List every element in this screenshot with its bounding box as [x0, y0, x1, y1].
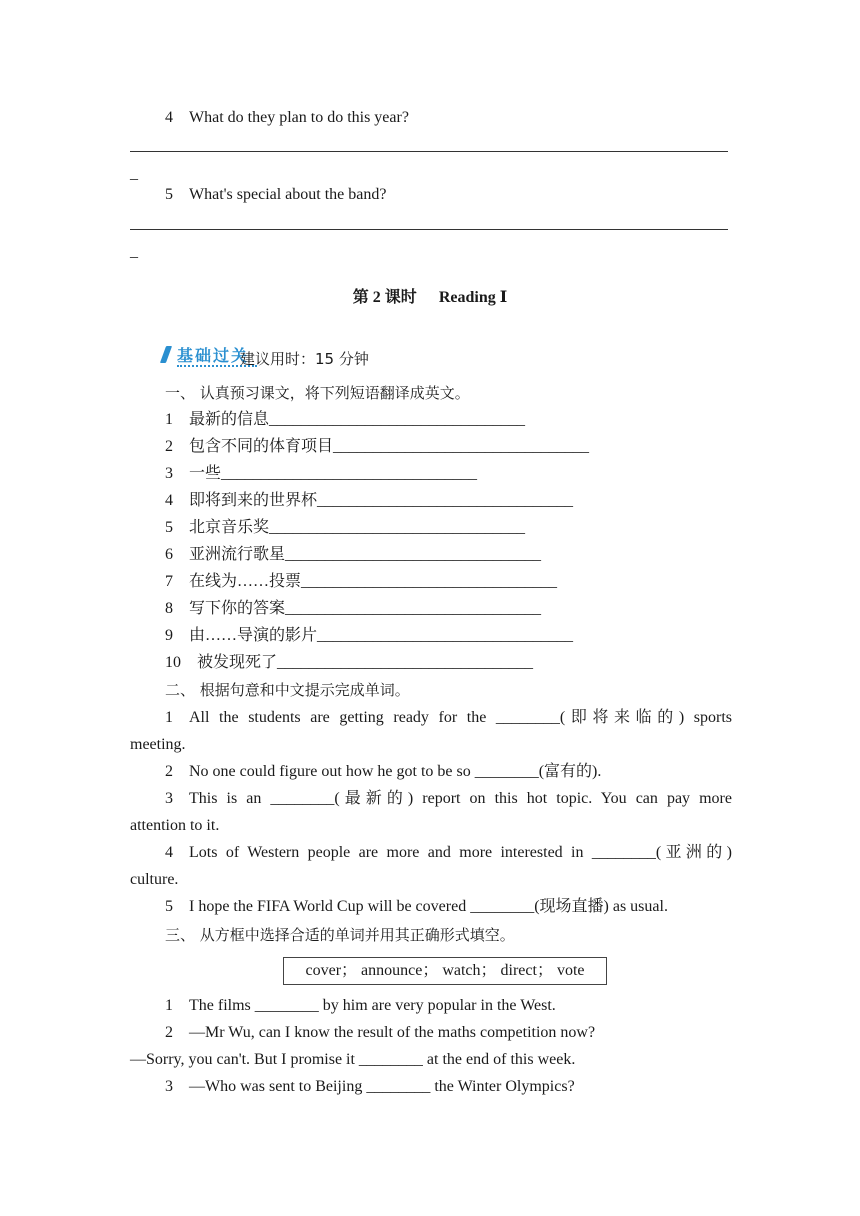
- badge-label: 基础过关: [177, 346, 250, 365]
- phrase-item-1: 1 最新的信息________________________________: [165, 411, 526, 428]
- pencil-icon: [160, 346, 172, 363]
- question-4: 4 What do they plan to do this year?: [165, 109, 409, 126]
- word-item-1: 1 All the students are getting ready for the ________(即将来临的) sports: [165, 709, 732, 726]
- word-item-4-cont: culture.: [130, 871, 179, 888]
- phrase-item-2: 2 包含不同的体育项目________________________________: [165, 438, 590, 455]
- answer-line-5-tail: _: [130, 243, 138, 260]
- word-item-4: 4 Lots of Western people are more and more interested in ________(亚洲的): [165, 844, 732, 861]
- phrase-item-6: 6 亚洲流行歌星________________________________: [165, 546, 542, 563]
- fill-item-1: 1 The films ________ by him are very popular in the West.: [165, 997, 556, 1014]
- word-box: cover； announce； watch； direct； vote: [283, 957, 607, 985]
- answer-line-4: [130, 151, 728, 152]
- section-2-heading: 二、 根据句意和中文提示完成单词。: [165, 681, 410, 699]
- word-item-5: 5 I hope the FIFA World Cup will be covered ________(现场直播) as usual.: [165, 898, 668, 915]
- phrase-item-8: 8 写下你的答案________________________________: [165, 600, 542, 617]
- phrase-item-4: 4 即将到来的世界杯________________________________: [165, 492, 574, 509]
- word-item-3-cont: attention to it.: [130, 817, 220, 834]
- phrase-item-3: 3 一些________________________________: [165, 465, 478, 482]
- section-1-heading: 一、 认真预习课文，将下列短语翻译成英文。: [165, 384, 470, 402]
- phrase-item-5: 5 北京音乐奖________________________________: [165, 519, 526, 536]
- phrase-item-10: 10 被发现死了________________________________: [165, 654, 534, 671]
- lesson-number: 第 2 课时: [352, 289, 417, 306]
- word-item-1-cont: meeting.: [130, 736, 186, 753]
- fill-item-2-answer: —Sorry, you can't. But I promise it ________ at the end of this week.: [130, 1051, 576, 1068]
- answer-line-4-tail: _: [130, 165, 138, 182]
- lesson-title: [0, 287, 860, 309]
- fill-item-2-question: 2 —Mr Wu, can I know the result of the maths competition now?: [165, 1024, 596, 1041]
- phrase-item-7: 7 在线为……投票________________________________: [165, 573, 558, 590]
- section-3-heading: 三、 从方框中选择合适的单词并用其正确形式填空。: [165, 926, 515, 944]
- question-5: 5 What's special about the band?: [165, 186, 387, 203]
- word-item-3: 3 This is an ________(最新的) report on this hot topic. You can pay more: [165, 790, 732, 807]
- phrase-item-9: 9 由……导演的影片________________________________: [165, 627, 574, 644]
- fill-item-3-question: 3 —Who was sent to Beijing ________ the Winter Olympics?: [165, 1078, 575, 1095]
- lesson-name: Reading Ⅰ: [438, 289, 508, 306]
- suggested-time: 建议用时：15 分钟: [240, 350, 369, 368]
- answer-line-5: [130, 229, 728, 230]
- word-item-2: 2 No one could figure out how he got to be so ________(富有的).: [165, 763, 602, 780]
